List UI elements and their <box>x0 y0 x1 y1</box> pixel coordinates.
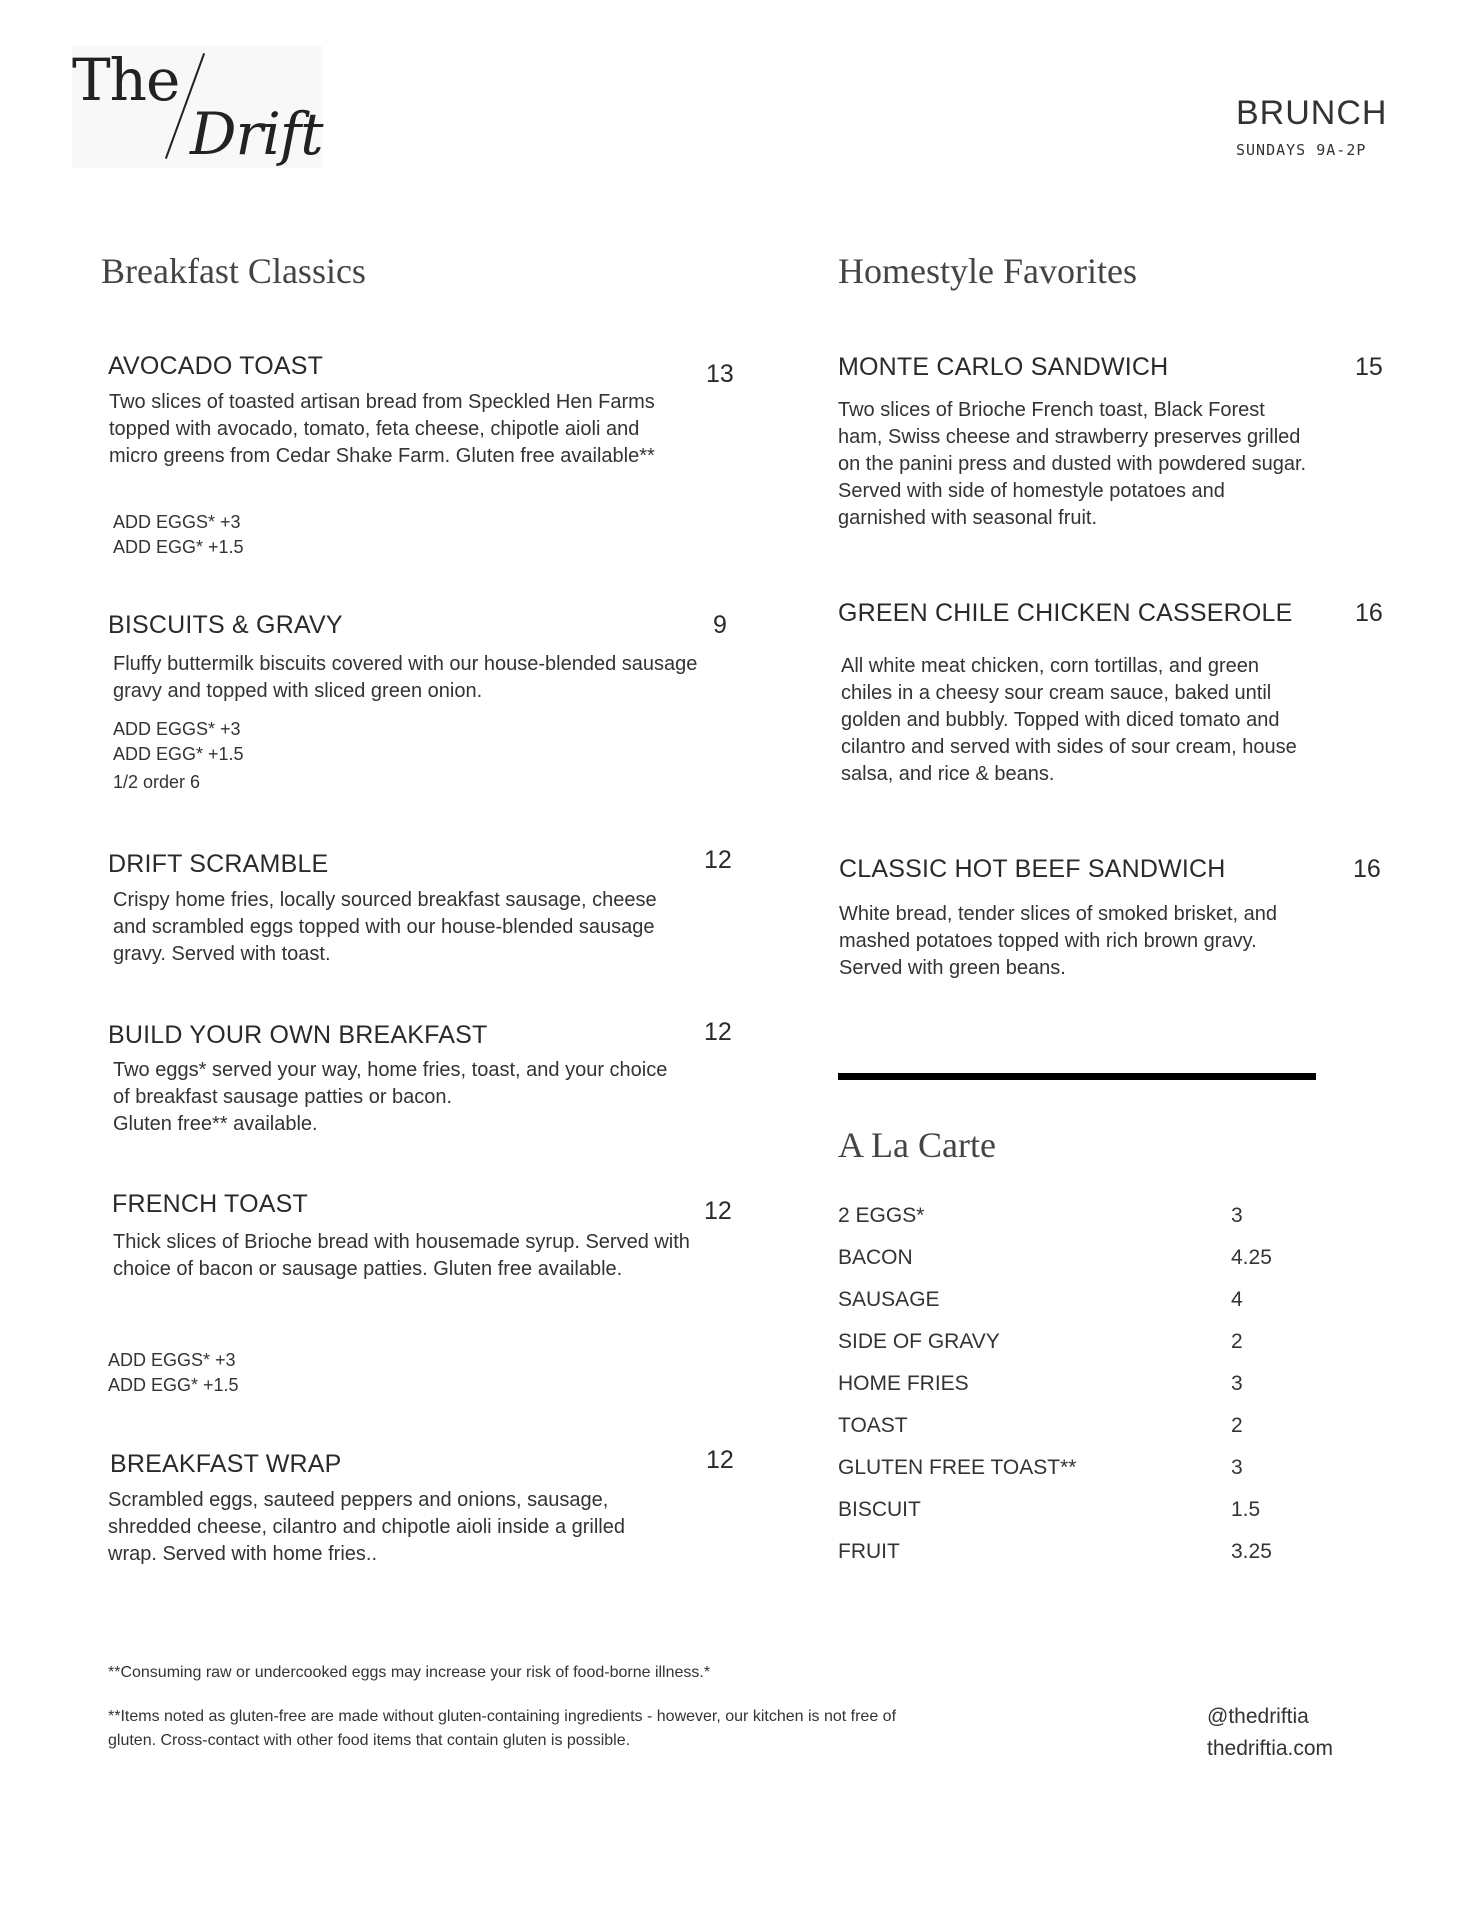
homestyle-section-title: Homestyle Favorites <box>838 251 1137 291</box>
alacarte-item-price: 4.25 <box>1231 1246 1272 1269</box>
alacarte-item-name: SIDE OF GRAVY <box>838 1330 1000 1353</box>
item-desc-drift-scramble: Crispy home fries, locally sourced breakfast sausage, cheese and scrambled eggs topped with our house-blended sausage gravy. Served with toast. <box>113 889 657 965</box>
alacarte-item-name: SAUSAGE <box>838 1288 940 1311</box>
item-name-drift-scramble: DRIFT SCRAMBLE <box>108 850 329 878</box>
addon-add-egg: ADD EGG* +1.5 <box>108 1375 239 1395</box>
alacarte-item-name: BISCUIT <box>838 1498 921 1521</box>
alacarte-item-name: GLUTEN FREE TOAST** <box>838 1456 1077 1479</box>
item-price-biscuits-gravy: 9 <box>713 611 727 639</box>
item-desc-build-your-own: Two eggs* served your way, home fries, toast, and your choice of breakfast sausage patties or bacon. <box>113 1059 668 1108</box>
alacarte-item-name: 2 EGGS* <box>838 1204 925 1227</box>
logo-the: The <box>72 46 180 114</box>
alacarte-item-price: 3 <box>1231 1372 1243 1395</box>
alacarte-item-price: 3 <box>1231 1456 1243 1479</box>
alacarte-item-name: BACON <box>838 1246 913 1269</box>
item-price-build-your-own: 12 <box>704 1018 732 1046</box>
alacarte-item-price: 3 <box>1231 1204 1243 1227</box>
list-item <box>838 1246 1278 1288</box>
item-desc-hot-beef-sandwich: White bread, tender slices of smoked brisket, and mashed potatoes topped with rich brown gravy. Served with green beans. <box>839 903 1277 979</box>
item-price-avocado-toast: 13 <box>706 360 734 388</box>
footer-gluten-note: **Items noted as gluten-free are made without gluten-containing ingredients - however, our kitchen is not free of gluten. Cross-contact with other food items that contain gluten is possible. <box>108 1708 897 1749</box>
list-item <box>838 1456 1278 1498</box>
list-item <box>838 1372 1278 1414</box>
alacarte-section-title: A La Carte <box>838 1125 996 1165</box>
menu-hours: SUNDAYS 9A-2P <box>1236 141 1367 159</box>
item-name-build-your-own: BUILD YOUR OWN BREAKFAST <box>108 1021 488 1049</box>
addon-add-eggs: ADD EGGS* +3 <box>113 719 241 739</box>
list-item <box>838 1204 1278 1246</box>
item-name-green-chile-casserole: GREEN CHILE CHICKEN CASSEROLE <box>838 599 1293 627</box>
item-desc-french-toast: Thick slices of Brioche bread with housemade syrup. Served with choice of bacon or sausage patties. Gluten free available. <box>113 1231 690 1280</box>
logo <box>72 46 322 168</box>
item-price-green-chile-casserole: 16 <box>1355 599 1383 627</box>
alacarte-item-name: HOME FRIES <box>838 1372 969 1395</box>
item-desc-breakfast-wrap: Scrambled eggs, sauteed peppers and onions, sausage, shredded cheese, cilantro and chipotle aioli inside a grilled wrap. Served with home fries.. <box>108 1489 625 1565</box>
menu-title: BRUNCH <box>1236 94 1388 132</box>
addon-add-eggs: ADD EGGS* +3 <box>108 1350 236 1370</box>
item-desc-biscuits-gravy: Fluffy buttermilk biscuits covered with our house-blended sausage gravy and topped with sliced green onion. <box>113 653 698 702</box>
alacarte-item-price: 2 <box>1231 1414 1243 1437</box>
item-name-hot-beef-sandwich: CLASSIC HOT BEEF SANDWICH <box>839 855 1226 883</box>
item-price-breakfast-wrap: 12 <box>706 1446 734 1474</box>
addon-add-egg: ADD EGG* +1.5 <box>113 744 244 764</box>
item-name-breakfast-wrap: BREAKFAST WRAP <box>110 1450 342 1478</box>
alacarte-item-name: FRUIT <box>838 1540 900 1563</box>
alacarte-item-name: TOAST <box>838 1414 908 1437</box>
item-name-monte-carlo: MONTE CARLO SANDWICH <box>838 353 1169 381</box>
item-desc-gluten-note: Gluten free** available. <box>113 1113 318 1135</box>
list-item <box>838 1498 1278 1540</box>
alacarte-item-price: 4 <box>1231 1288 1243 1311</box>
item-price-hot-beef-sandwich: 16 <box>1353 855 1381 883</box>
list-item <box>838 1330 1278 1372</box>
list-item <box>838 1288 1278 1330</box>
section-divider <box>838 1073 1316 1080</box>
item-price-drift-scramble: 12 <box>704 846 732 874</box>
item-desc-avocado-toast: Two slices of toasted artisan bread from Speckled Hen Farms topped with avocado, tomato, feta cheese, chipotle aioli and micro greens from Cedar Shake Farm. Gluten free available** <box>109 391 655 467</box>
item-price-french-toast: 12 <box>704 1197 732 1225</box>
breakfast-section-title: Breakfast Classics <box>101 251 366 291</box>
item-desc-green-chile-casserole: All white meat chicken, corn tortillas, and green chiles in a cheesy sour cream sauce, baked until golden and bubbly. Topped with diced tomato and cilantro and served with sides of sour cream, house salsa, and rice & beans. <box>841 655 1297 785</box>
instagram-handle: @thedriftia <box>1207 1705 1309 1728</box>
item-name-biscuits-gravy: BISCUITS & GRAVY <box>108 611 343 639</box>
website-link[interactable]: thedriftia.com <box>1207 1737 1334 1760</box>
addon-half-order: 1/2 order 6 <box>113 772 201 792</box>
addon-add-eggs: ADD EGGS* +3 <box>113 512 241 532</box>
list-item <box>838 1540 1278 1582</box>
alacarte-item-price: 2 <box>1231 1330 1243 1353</box>
alacarte-item-price: 3.25 <box>1231 1540 1272 1563</box>
item-name-avocado-toast: AVOCADO TOAST <box>108 352 324 380</box>
footer-egg-note: **Consuming raw or undercooked eggs may increase your risk of food-borne illness.* <box>108 1664 711 1681</box>
logo-drift: Drift <box>190 100 323 168</box>
alacarte-item-price: 1.5 <box>1231 1498 1261 1521</box>
addon-add-egg: ADD EGG* +1.5 <box>113 537 244 557</box>
list-item <box>838 1414 1278 1456</box>
item-name-french-toast: FRENCH TOAST <box>112 1190 308 1218</box>
alacarte-list <box>838 1204 1278 1582</box>
item-price-monte-carlo: 15 <box>1355 353 1383 381</box>
item-desc-monte-carlo: Two slices of Brioche French toast, Black Forest ham, Swiss cheese and strawberry preserves grilled on the panini press and dusted with powdered sugar. Served with side of homestyle potatoes and garnished with seasonal fruit. <box>838 399 1307 529</box>
